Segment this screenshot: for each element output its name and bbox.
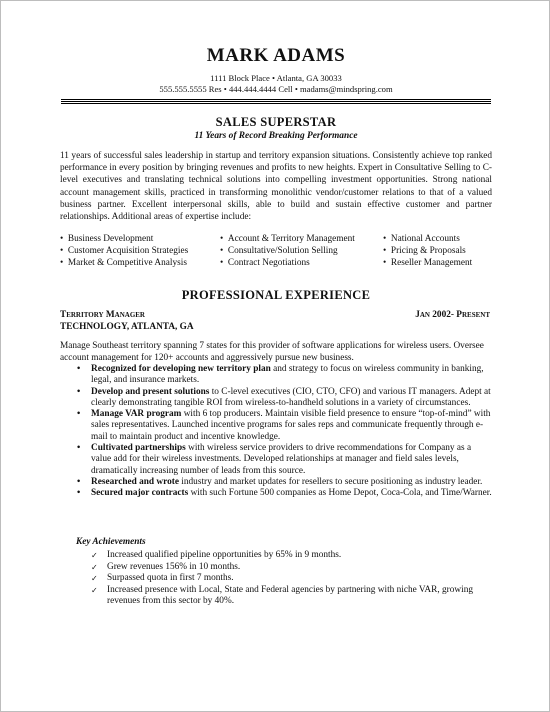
summary-paragraph: 11 years of successful sales leadership in startup and territory expansion situations. Consistently achieve top ranked performance in every position by bringing revenues and profits to new heights. Expert in Consultative Selling to C-level executives and translating technical solutions into compelling investment opportunities. Strong national account management skills, practiced in transforming monolithic vendor/customer relations to that of a valued business partner. Excellent interpersonal skills, able to build and sustain effective customer and partner relationships. Additional areas of expertise include: <box>60 151 492 223</box>
skill-item: • Customer Acquisition Strategies <box>60 246 189 256</box>
skills-column-2 <box>220 233 355 269</box>
list-item: • Develop and present solutions to C-level executives (CIO, CTO, CFO) and various IT managers. Adept at clearly demonstrating tangible ROI from wireless-to-handheld solutions in a variety of circumstances. <box>77 386 491 408</box>
skill-item: • Market & Competitive Analysis <box>60 258 187 268</box>
checkmark-icon: ✓ <box>91 551 98 560</box>
job-overview: Manage Southeast territory spanning 7 states for this provider of software applications for wireless users. Oversee account management for 120+ accounts and aggressively pursue new business. <box>60 341 484 363</box>
list-item: ✓ Increased presence with Local, State and Federal agencies by partnering with niche VAR, growing revenues from this sector by 40%. <box>91 584 473 606</box>
skills-column-3 <box>383 233 472 269</box>
checkmark-icon: ✓ <box>91 562 98 572</box>
list-item: • Manage VAR program with 6 top producers. Maintain visible field presence to ensure “top-of-mind” with sales representatives. Launched incentive programs for sales reps and communicate frequently through e-mail to maintain product and incentive knowledge. <box>77 409 491 442</box>
header-rule-top <box>61 99 491 100</box>
header-rule-bottom <box>61 103 491 104</box>
contact-phone-email: 555.555.5555 Res • 444.444.4444 Cell • madams@mindspring.com <box>159 84 393 94</box>
headline-subtitle: 11 Years of Record Breaking Performance <box>194 131 358 141</box>
skill-item: • Consultative/Solution Selling <box>220 246 338 256</box>
achievements-list <box>91 550 492 608</box>
checkmark-icon: ✓ <box>91 585 98 595</box>
contact-address: 1111 Block Place • Atlanta, GA 30033 <box>210 73 342 83</box>
list-item: ✓ Increased qualified pipeline opportunities by 65% in 9 months. <box>91 550 342 560</box>
list-item: ✓ Grew revenues 156% in 10 months. <box>91 561 241 572</box>
skills-column-1 <box>60 233 188 269</box>
list-item: • Secured major contracts with such Fortune 500 companies as Home Depot, Coca-Cola, and Time/Warner. <box>77 488 492 499</box>
job-dates: Jan 2002- Present <box>415 310 490 320</box>
experience-section-title: PROFESSIONAL EXPERIENCE <box>181 288 371 302</box>
checkmark-icon: ✓ <box>91 574 98 583</box>
list-item: • Cultivated partnerships with wireless service providers to drive recommendations for Company as a value add for their wireless investments. Developed relationships at manager and field sales levels, dramatically increasing number of leads from this source. <box>77 443 472 476</box>
list-item: • Recognized for developing new territory plan and strategy to focus on wireless community in banking, legal, and insurance markets. <box>77 364 484 386</box>
header-rule-middle <box>61 101 491 102</box>
list-item: ✓ Surpassed quota in first 7 months. <box>91 573 234 583</box>
key-achievements-heading: Key Achievements <box>76 537 146 547</box>
skill-item: • Account & Territory Management <box>220 234 355 244</box>
skill-item: • Contract Negotiations <box>220 258 310 268</box>
headline-title: SALES SUPERSTAR <box>215 115 337 129</box>
skill-item: • National Accounts <box>383 234 460 244</box>
job-title: Territory Manager <box>60 310 145 320</box>
responsibility-list <box>75 364 492 500</box>
list-item: • Researched and wrote industry and market updates for resellers to secure positioning as industry leader. <box>77 476 483 487</box>
skill-item: • Business Development <box>60 234 154 244</box>
company-name: TECHNOLOGY, ATLANTA, GA <box>60 322 194 332</box>
skill-item: • Pricing & Proposals <box>383 246 466 256</box>
skill-item: • Reseller Management <box>383 258 473 268</box>
candidate-name: MARK ADAMS <box>206 45 346 66</box>
